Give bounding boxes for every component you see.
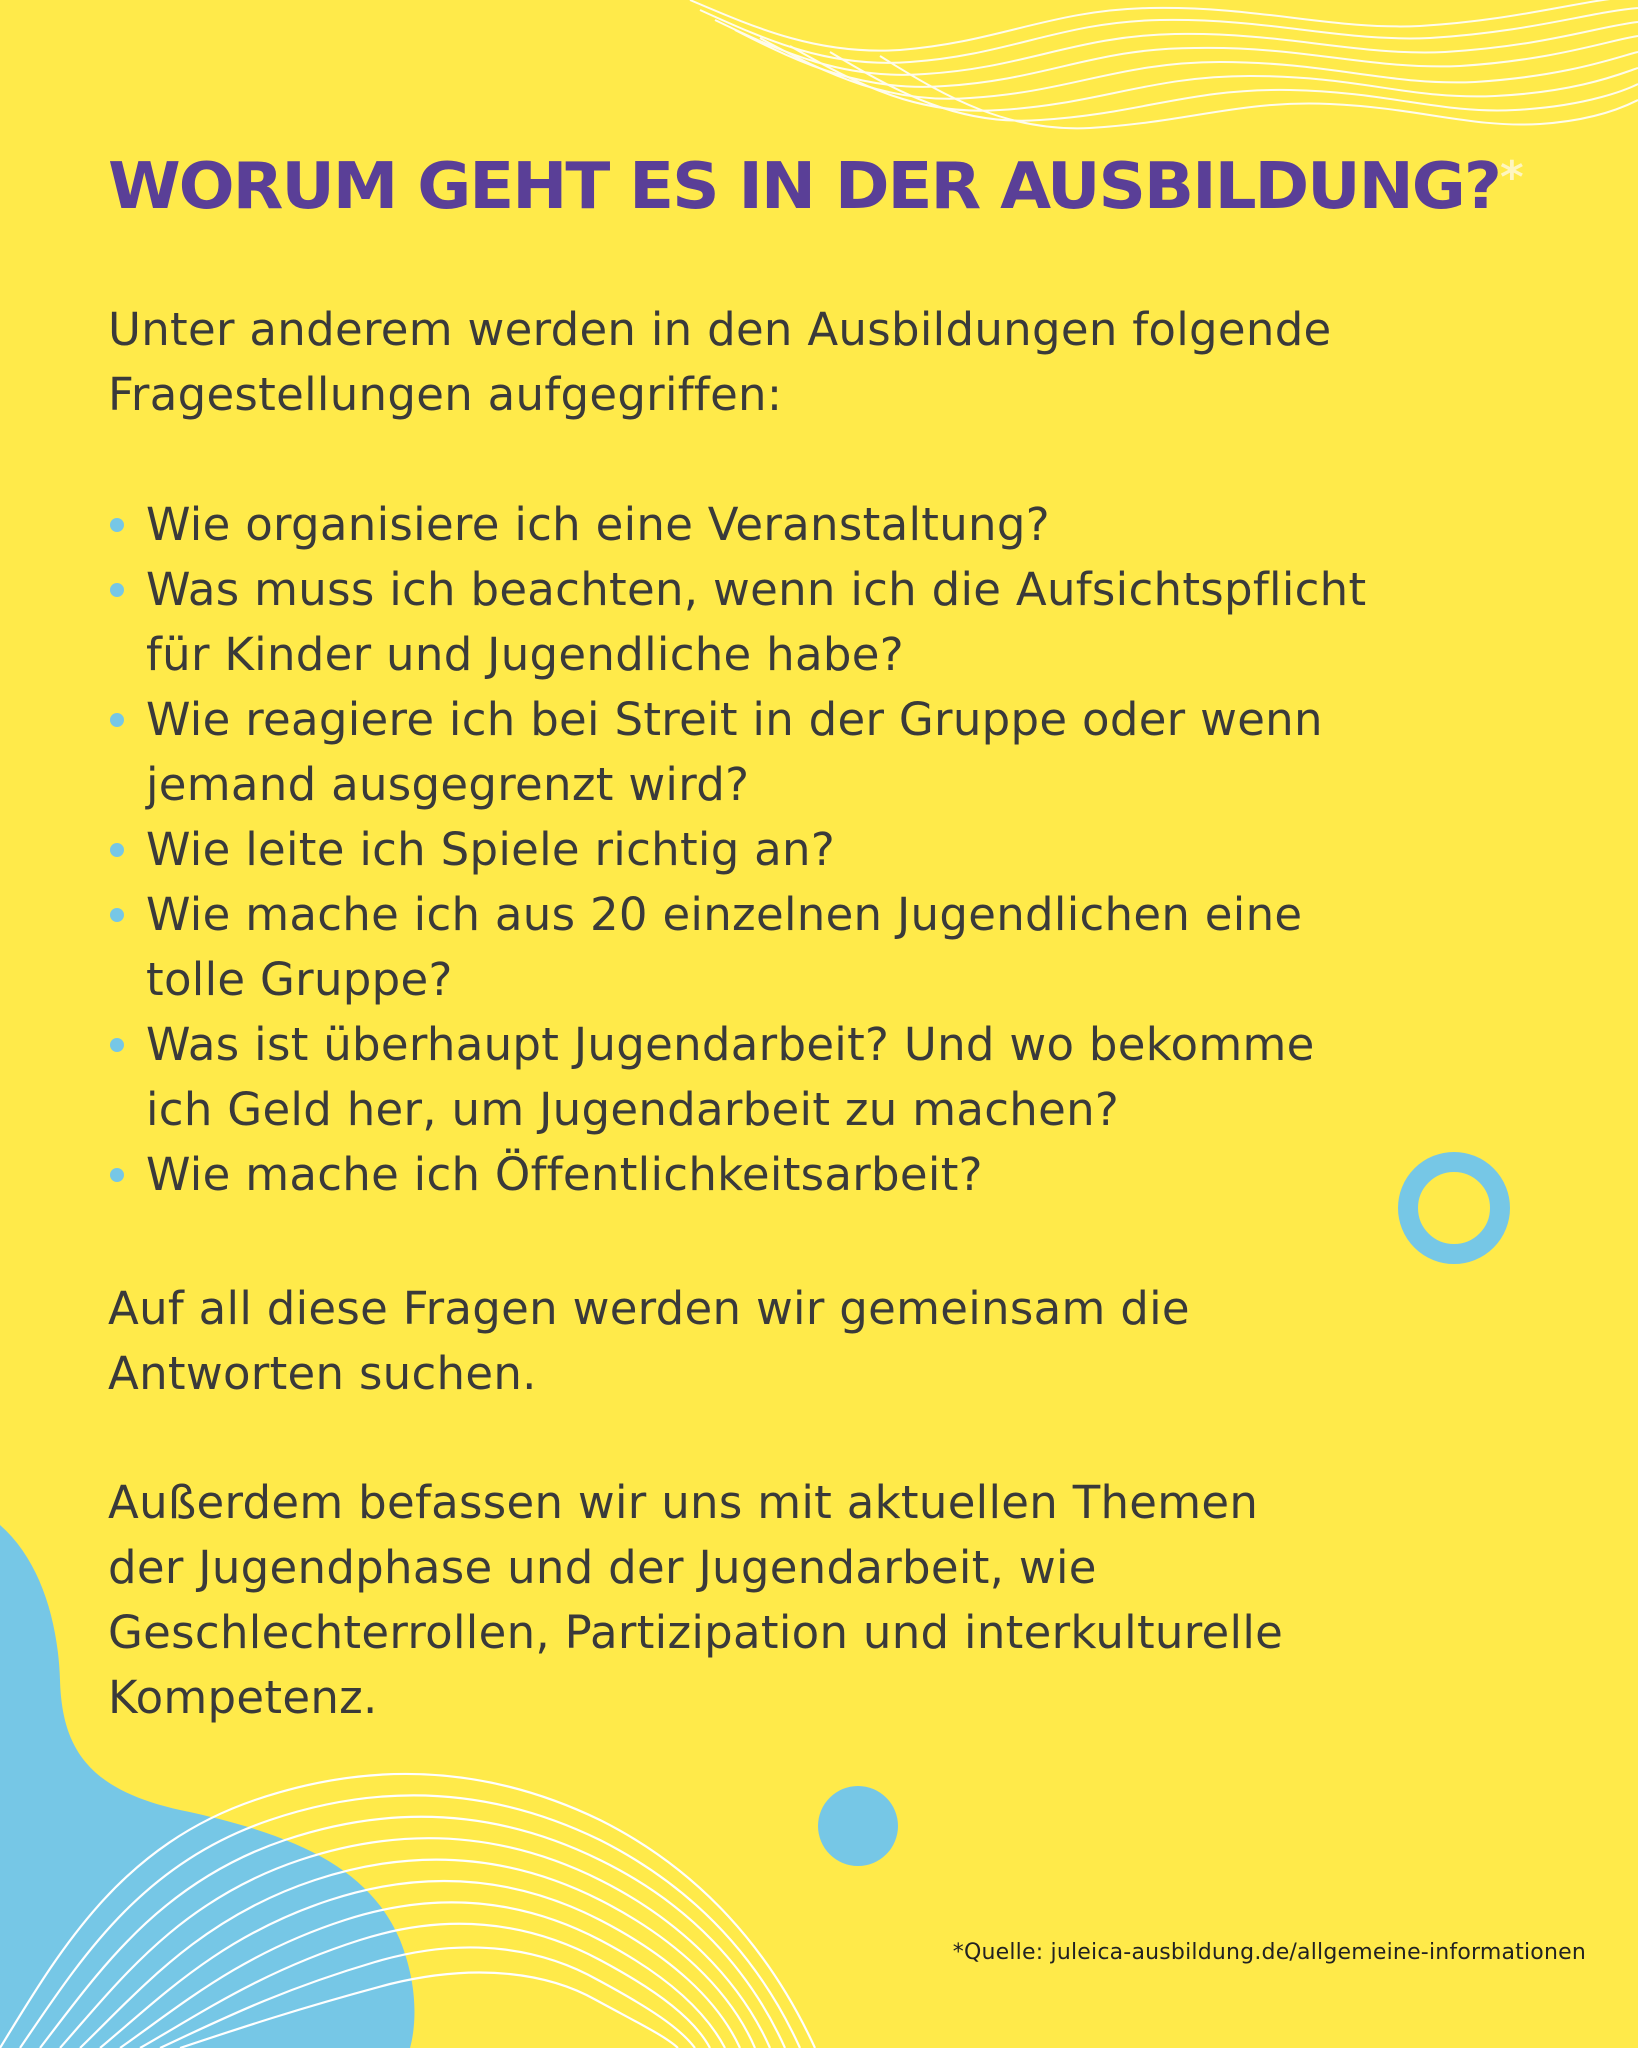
question-text: tolle Gruppe? xyxy=(146,953,453,1006)
page-title xyxy=(108,150,1522,224)
title-text: WORUM GEHT ES IN DER AUSBILDUNG? xyxy=(108,150,1500,224)
intro-paragraph xyxy=(108,297,1332,427)
question-text: Wie reagiere ich bei Streit in der Gruppe oder wenn xyxy=(146,693,1323,746)
intro-line: Unter anderem werden in den Ausbildungen folgende xyxy=(108,303,1332,356)
topics-paragraph xyxy=(108,1470,1283,1730)
topics-line: Außerdem befassen wir uns mit aktuellen Themen xyxy=(108,1476,1259,1529)
list-item xyxy=(108,557,1548,687)
question-text: Wie mache ich Öffentlichkeitsarbeit? xyxy=(146,1148,983,1201)
question-text: Wie mache ich aus 20 einzelnen Jugendlichen eine xyxy=(146,888,1303,941)
list-item xyxy=(108,687,1548,817)
source-note: *Quelle: juleica-ausbildung.de/allgemeine-informationen xyxy=(952,1940,1586,1965)
question-list xyxy=(108,492,1548,1207)
title-asterisk: * xyxy=(1499,152,1522,203)
question-text: Was ist überhaupt Jugendarbeit? Und wo bekomme xyxy=(146,1018,1315,1071)
intro-line: Fragestellungen aufgegriffen: xyxy=(108,368,783,421)
question-text: Wie leite ich Spiele richtig an? xyxy=(146,823,836,876)
question-text: ich Geld her, um Jugendarbeit zu machen? xyxy=(146,1083,1120,1136)
list-item xyxy=(108,817,1548,882)
list-item xyxy=(108,1012,1548,1142)
question-text: Was muss ich beachten, wenn ich die Aufsichtspflicht xyxy=(146,563,1367,616)
topics-line: der Jugendphase und der Jugendarbeit, wie xyxy=(108,1541,1097,1594)
list-item xyxy=(108,492,1548,557)
topics-line: Kompetenz. xyxy=(108,1671,378,1724)
question-text: Wie organisiere ich eine Veranstaltung? xyxy=(146,498,1050,551)
list-item xyxy=(108,882,1548,1012)
list-item xyxy=(108,1142,1548,1207)
topics-line: Geschlechterrollen, Partizipation und interkulturelle xyxy=(108,1606,1284,1659)
top-wave-lines xyxy=(690,0,1638,128)
answer-paragraph xyxy=(108,1276,1190,1406)
answer-line: Antworten suchen. xyxy=(108,1347,537,1400)
question-text: jemand ausgegrenzt wird? xyxy=(146,758,750,811)
dot-circle xyxy=(818,1786,898,1866)
answer-line: Auf all diese Fragen werden wir gemeinsam die xyxy=(108,1282,1190,1335)
question-text: für Kinder und Jugendliche habe? xyxy=(146,628,904,681)
